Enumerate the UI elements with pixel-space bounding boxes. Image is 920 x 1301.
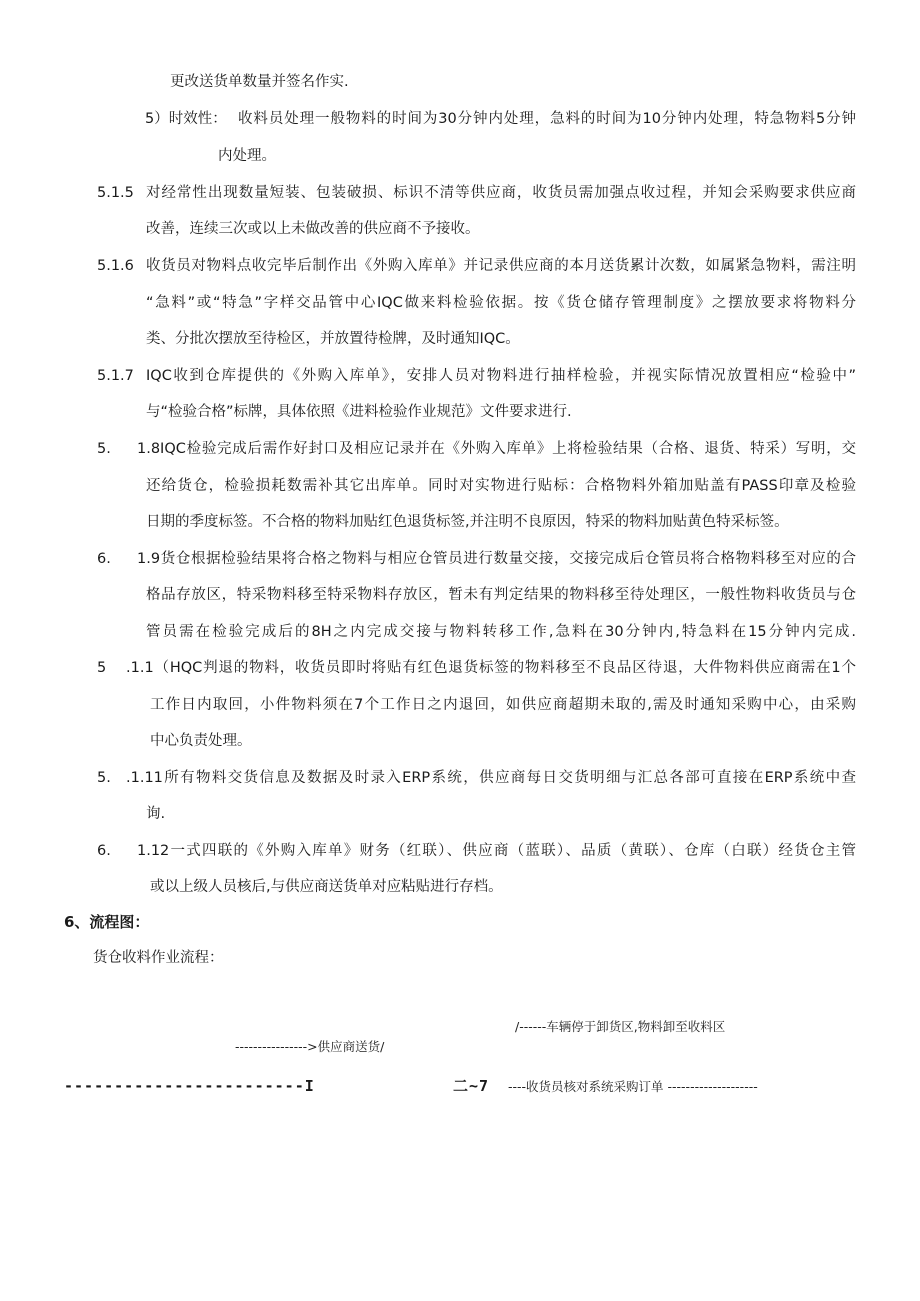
- clause-number: 5.1.6: [97, 258, 134, 274]
- clause-number: 6.: [97, 843, 111, 859]
- clause-number: 5.1.7: [97, 368, 134, 384]
- clause-number: 5.1.5: [97, 185, 134, 201]
- text-line: 对经常性出现数量短装、包装破损、标识不清等供应商，收货员需加强点收过程，并知会采购要求供应商: [146, 185, 856, 201]
- flow-connector-left: ------------------------I: [64, 1077, 315, 1095]
- text-line: .1.11所有物料交货信息及数据及时录入ERP系统，供应商每日交货明细与汇总各部可直接在ERP系统中查: [126, 770, 856, 786]
- text-line: 与“检验合格”标牌，具体依照《进料检验作业规范》文件要求进行.: [146, 404, 572, 420]
- text-line: 询.: [146, 806, 166, 822]
- flow-step-check-po: ----收货员核对系统采购订单 --------------------: [508, 1079, 758, 1094]
- flow-step-unload: /------车辆停于卸货区,物料卸至收料区: [515, 1019, 726, 1034]
- clause-number: 6.: [97, 551, 111, 567]
- text-line: 1.12一式四联的《外购入库单》财务（红联）、供应商（蓝联）、品质（黄联）、仓库（白联）经货仓主管: [137, 843, 856, 859]
- section-subheading: 货仓收料作业流程：: [93, 950, 224, 966]
- clause-number: 5: [97, 660, 107, 676]
- text-line: 或以上级人员核后,与供应商送货单对应粘贴进行存档。: [150, 879, 503, 895]
- text-line: 日期的季度标签。不合格的物料加贴红色退货标签,并注明不良原因，特采的物料加贴黄色特采标签。: [146, 514, 789, 530]
- section-heading: 6、流程图：: [64, 913, 150, 931]
- text-line: 工作日内取回，小件物料须在7个工作日之内退回，如供应商超期未取的,需及时通知采购中心，由采购: [150, 697, 856, 713]
- text-line: 更改送货单数量并签名作实.: [170, 74, 349, 90]
- text-line: 中心负责处理。: [150, 733, 252, 749]
- text-line: 格品存放区，特采物料移至特采物料存放区，暂未有判定结果的物料移至待处理区，一般性物料收货员与仓: [146, 587, 856, 603]
- text-line: 还给货仓，检验损耗数需补其它出库单。同时对实物进行贴标：合格物料外箱加贴盖有PASS印章及检验: [146, 478, 856, 494]
- flow-step-supplier-delivery: ---------------->供应商送货/: [235, 1039, 385, 1054]
- text-line: 改善，连续三次或以上未做改善的供应商不予接收。: [146, 221, 480, 237]
- text-line: IQC收到仓库提供的《外购入库单》，安排人员对物料进行抽样检验，并视实际情况放置相应“检验中”: [146, 368, 856, 384]
- text-line: “急料”或“特急”字样交品管中心IQC做来料检验依据。按《货仓储存管理制度》之摆放要求将物料分: [146, 295, 856, 311]
- text-line: 收货员对物料点收完毕后制作出《外购入库单》并记录供应商的本月送货累计次数，如属紧急物料，需注明: [146, 258, 856, 274]
- clause-number: 5.: [97, 770, 111, 786]
- item-label: 5）时效性：: [145, 111, 227, 127]
- text-line: 内处理。: [218, 148, 276, 164]
- flow-connector-mark: 二~7: [453, 1077, 490, 1095]
- text-line: 收料员处理一般物料的时间为30分钟内处理，急料的时间为10分钟内处理，特急物料5分钟: [238, 111, 856, 127]
- text-line: .1.1（HQC判退的物料，收货员即时将贴有红色退货标签的物料移至不良品区待退，大件物料供应商需在1个: [126, 660, 856, 676]
- text-line: 类、分批次摆放至待检区，并放置待检牌，及时通知IQC。: [146, 331, 520, 347]
- text-line: 1.9货仓根据检验结果将合格之物料与相应仓管员进行数量交接，交接完成后仓管员将合格物料移至对应的合: [137, 551, 856, 567]
- text-line: 1.8IQC检验完成后需作好封口及相应记录并在《外购入库单》上将检验结果（合格、退货、特采）写明，交: [137, 441, 856, 457]
- clause-number: 5.: [97, 441, 111, 457]
- text-line: 管员需在检验完成后的8H之内完成交接与物料转移工作,急料在30分钟内,特急料在15分钟内完成.: [146, 624, 856, 640]
